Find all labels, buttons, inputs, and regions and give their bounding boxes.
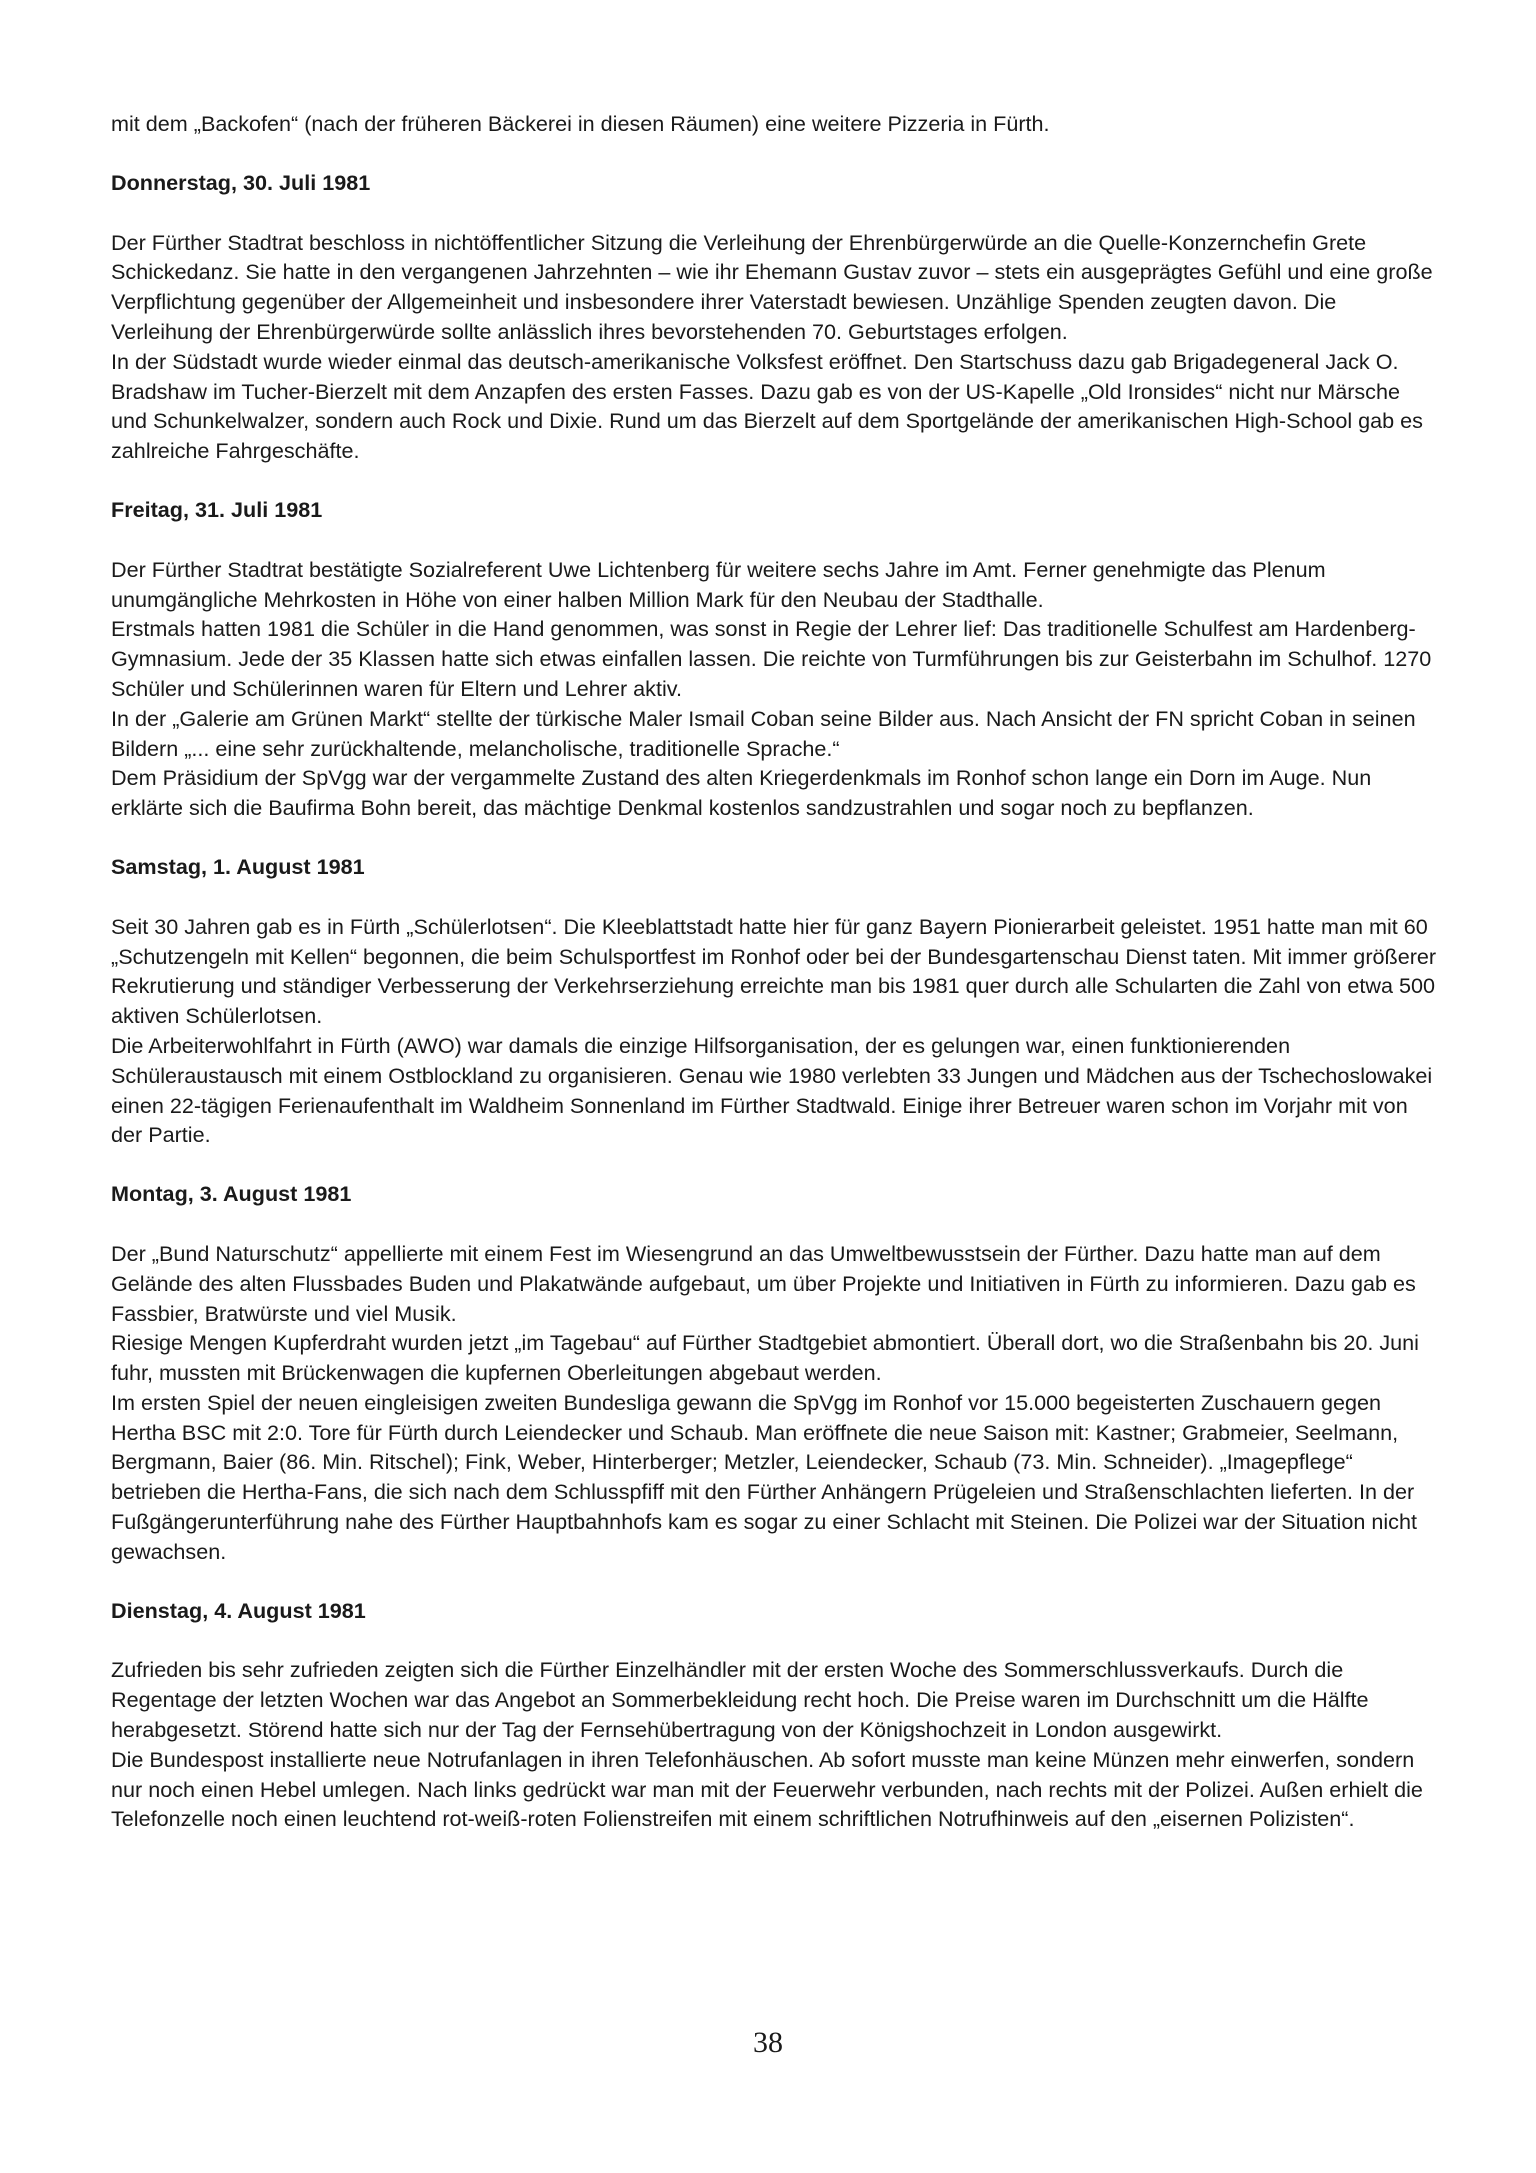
entry-paragraph: Im ersten Spiel der neuen eingleisigen zweiten Bundesliga gewann die SpVgg im Ronhof vor 15.000 begeisterten Zuschauern gegen Hertha BSC mit 2:0. Tore für Fürth durch Leiendecker und Schaub. Man eröffnete die neue Saison mit: Kastner; Grabmeier, Seelmann, Bergmann, Baier (86. Min. Ritschel); Fink, Weber, Hinterberger; Metzler, Leiendecker, Schaub (73. Min. Schneider). „Imagepflege“ betrieben die Hertha-Fans, die sich nach dem Schlusspfiff mit den Fürther Anhängern Prügeleien und Straßenschlachten lieferten. In der Fußgängerunterführung nahe des Fürther Hauptbahnhofs kam es sogar zu einer Schlacht mit Steinen. Die Polizei war der Situation nicht gewachsen. bbox=[111, 1389, 1417, 1564]
intro-paragraph: mit dem „Backofen“ (nach der früheren Bäckerei in diesen Räumen) eine weitere Pizzeria in Fürth. bbox=[111, 111, 1050, 136]
entry-paragraph: In der Südstadt wurde wieder einmal das deutsch-amerikanische Volksfest eröffnet. Den Startschuss dazu gab Brigadegeneral Jack O. Bradshaw im Tucher-Bierzelt mit dem Anzapfen des ersten Fasses. Dazu gab es von der US-Kapelle „Old Ironsides“ nicht nur Märsche und Schunkelwalzer, sondern auch Rock und Dixie. Rund um das Bierzelt auf dem Sportgelände der amerikanischen High-School gab es zahlreiche Fahrgeschäfte. bbox=[111, 348, 1423, 464]
entry-paragraph: Die Arbeiterwohlfahrt in Fürth (AWO) war damals die einzige Hilfsorganisation, der es gelungen war, einen funktionierenden Schüleraustausch mit einem Ostblockland zu organisieren. Genau wie 1980 verlebten 33 Jungen und Mädchen aus der Tschechoslowakei einen 22-tägigen Ferienaufenthalt im Waldheim Sonnenland im Fürther Stadtwald. Einige ihrer Betreuer waren schon im Vorjahr mit von der Partie. bbox=[111, 1032, 1433, 1148]
entry-paragraph: Zufrieden bis sehr zufrieden zeigten sich die Fürther Einzelhändler mit der ersten Woche des Sommerschlussverkaufs. Durch die Regentage der letzten Wochen war das Angebot an Sommerbekleidung recht hoch. Die Preise waren im Durchschnitt um die Hälfte herabgesetzt. Störend hatte sich nur der Tag der Fernsehübertragung von der Königshochzeit in London ausgewirkt. bbox=[111, 1657, 1369, 1743]
document-page bbox=[111, 109, 1441, 1863]
entry-2 bbox=[111, 495, 1441, 823]
entry-body bbox=[111, 555, 1441, 823]
entry-paragraph: Der Fürther Stadtrat beschloss in nichtöffentlicher Sitzung die Verleihung der Ehrenbürgerwürde an die Quelle-Konzernchefin Grete Schickedanz. Sie hatte in den vergangenen Jahrzehnten – wie ihr Ehemann Gustav zuvor – stets ein ausgeprägtes Gefühl und eine große Verpflichtung gegenüber der Allgemeinheit und insbesondere ihrer Vaterstadt bewiesen. Unzählige Spenden zeugten davon. Die Verleihung der Ehrenbürgerwürde sollte anlässlich ihres bevorstehenden 70. Geburtstages erfolgen. bbox=[111, 229, 1433, 344]
entry-date: Donnerstag, 30. Juli 1981 bbox=[111, 169, 371, 195]
entry-2 bbox=[111, 168, 1441, 466]
entry-2 bbox=[111, 1179, 1441, 1567]
entry-2 bbox=[111, 1596, 1441, 1835]
entry-body bbox=[111, 1239, 1441, 1567]
entry-paragraph: Erstmals hatten 1981 die Schüler in die Hand genommen, was sonst in Regie der Lehrer lief: Das traditionelle Schulfest am Hardenberg-Gymnasium. Jede der 35 Klassen hatte sich etwas einfallen lassen. Die reichte von Turmführungen bis zur Geisterbahn im Schulhof. 1270 Schüler und Schülerinnen waren für Eltern und Lehrer aktiv. bbox=[111, 616, 1432, 701]
entry-date: Freitag, 31. Juli 1981 bbox=[111, 496, 323, 522]
entry-paragraph: Der Fürther Stadtrat bestätigte Sozialreferent Uwe Lichtenberg für weitere sechs Jahre im Amt. Ferner genehmigte das Plenum unumgängliche Mehrkosten in Höhe von einer halben Million Mark für den Neubau der Stadthalle. bbox=[111, 556, 1326, 612]
entry-paragraph: Die Bundespost installierte neue Notrufanlagen in ihren Telefonhäuschen. Ab sofort musste man keine Münzen mehr einwerfen, sondern nur noch einen Hebel umlegen. Nach links gedrückt war man mit der Feuerwehr verbunden, nach rechts mit der Polizei. Außen erhielt die Telefonzelle noch einen leuchtend rot-weiß-roten Folienstreifen mit einem schriftlichen Notrufhinweis auf den „eisernen Polizisten“. bbox=[111, 1746, 1423, 1832]
entry-body bbox=[111, 912, 1441, 1150]
entry-2 bbox=[111, 852, 1441, 1150]
page-number: 38 bbox=[753, 2026, 783, 2059]
entry-date: Montag, 3. August 1981 bbox=[111, 1181, 352, 1207]
entry-paragraph: Dem Präsidium der SpVgg war der vergammelte Zustand des alten Kriegerdenkmals im Ronhof schon lange ein Dorn im Auge. Nun erklärte sich die Baufirma Bohn bereit, das mächtige Denkmal kostenlos sandzustrahlen und sogar noch zu bepflanzen. bbox=[111, 765, 1372, 821]
entry-paragraph: Riesige Mengen Kupferdraht wurden jetzt „im Tagebau“ auf Fürther Stadtgebiet abmontiert. Überall dort, wo die Straßenbahn bis 20. Juni fuhr, mussten mit Brückenwagen die kupfernen Oberleitungen abgebaut werden. bbox=[111, 1330, 1419, 1386]
entry-paragraph: In der „Galerie am Grünen Markt“ stellte der türkische Maler Ismail Coban seine Bilder aus. Nach Ansicht der FN spricht Coban in seinen Bildern „... eine sehr zurückhaltende, melancholische, traditionelle Sprache.“ bbox=[111, 705, 1416, 761]
entry-date: Samstag, 1. August 1981 bbox=[111, 853, 365, 879]
entry-body bbox=[111, 228, 1441, 466]
entry-paragraph: Der „Bund Naturschutz“ appellierte mit einem Fest im Wiesengrund an das Umweltbewusstsein der Fürther. Dazu hatte man auf dem Gelände des alten Flussbades Buden und Plakatwände aufgebaut, um über Projekte und Initiativen in Fürth zu informieren. Dazu gab es Fassbier, Bratwürste und viel Musik. bbox=[111, 1240, 1416, 1326]
entry-date: Dienstag, 4. August 1981 bbox=[111, 1597, 366, 1623]
entry-paragraph: Seit 30 Jahren gab es in Fürth „Schülerlotsen“. Die Kleeblattstadt hatte hier für ganz Bayern Pionierarbeit geleistet. 1951 hatte man mit 60 „Schutzengeln mit Kellen“ begonnen, die beim Schulsportfest im Ronhof oder bei der Bundesgartenschau Dienst taten. Mit immer größerer Rekrutierung und ständiger Verbesserung der Verkehrserziehung erreichte man bis 1981 quer durch alle Schularten die Zahl von etwa 500 aktiven Schülerlotsen. bbox=[111, 913, 1437, 1029]
entry-body bbox=[111, 1655, 1441, 1834]
